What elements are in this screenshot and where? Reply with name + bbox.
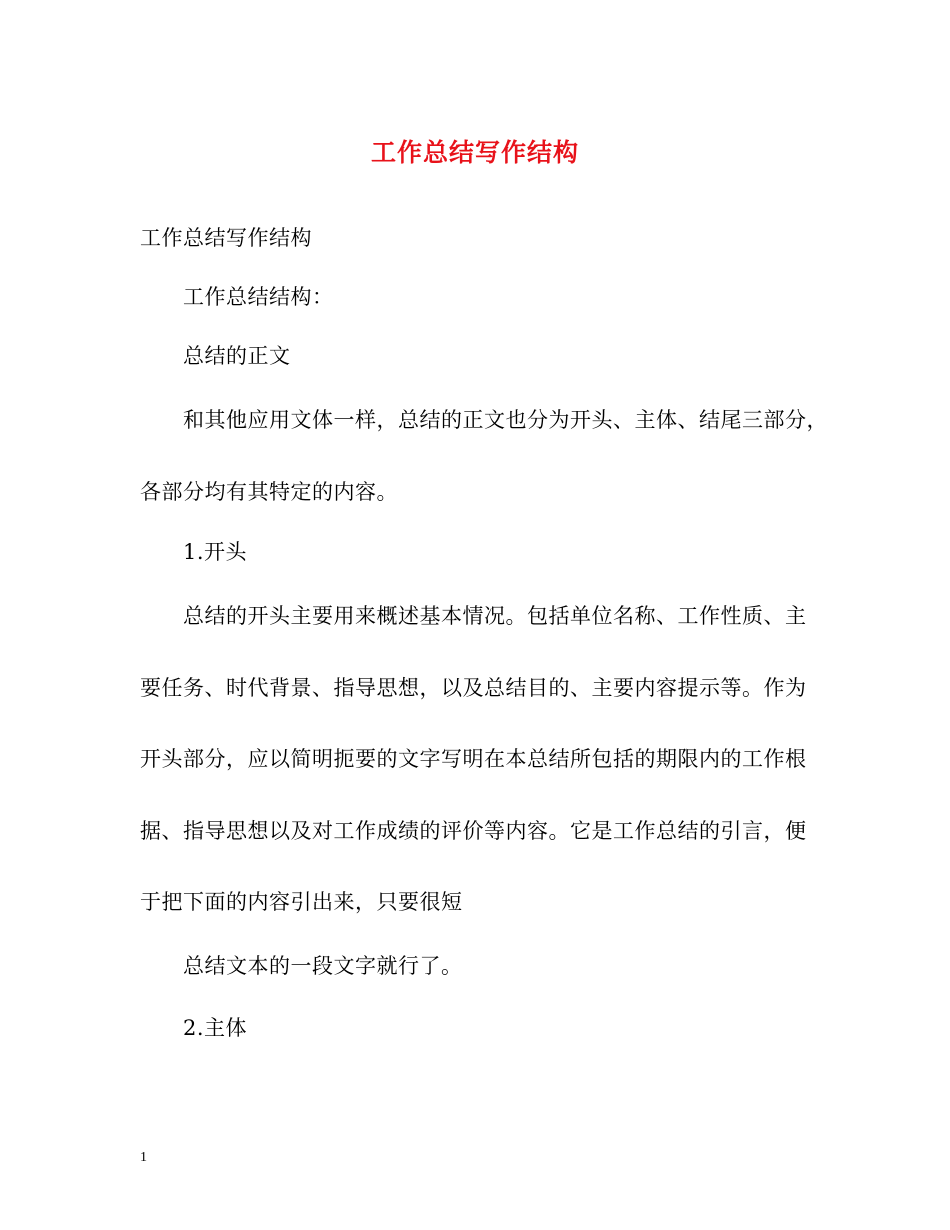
page-number: 1 — [140, 1150, 147, 1165]
paragraph-text-line: 据、指导思想以及对工作成绩的评价等内容。它是工作总结的引言，便 — [140, 819, 807, 843]
section-heading-body: 2.主体 — [183, 1016, 248, 1040]
paragraph-text-line: 总结的开头主要用来概述基本情况。包括单位名称、工作性质、主 — [183, 604, 807, 628]
paragraph-text-line: 各部分均有其特定的内容。 — [140, 480, 398, 504]
paragraph-text-line: 于把下面的内容引出来，只要很短 — [140, 890, 463, 914]
paragraph-text-line: 和其他应用文体一样，总结的正文也分为开头、主体、结尾三部分， — [183, 408, 828, 432]
paragraph-text-line: 开头部分，应以简明扼要的文字写明在本总结所包括的期限内的工作根 — [140, 747, 807, 771]
paragraph-body-label: 总结的正文 — [183, 344, 291, 368]
paragraph-heading: 工作总结写作结构 — [140, 226, 312, 250]
section-heading-opening: 1.开头 — [183, 540, 248, 564]
document-title: 工作总结写作结构 — [370, 138, 579, 167]
paragraph-structure-label: 工作总结结构： — [183, 285, 334, 309]
paragraph-text-line: 要任务、时代背景、指导思想，以及总结目的、主要内容提示等。作为 — [140, 676, 807, 700]
paragraph-text-line: 总结文本的一段文字就行了。 — [183, 954, 463, 978]
